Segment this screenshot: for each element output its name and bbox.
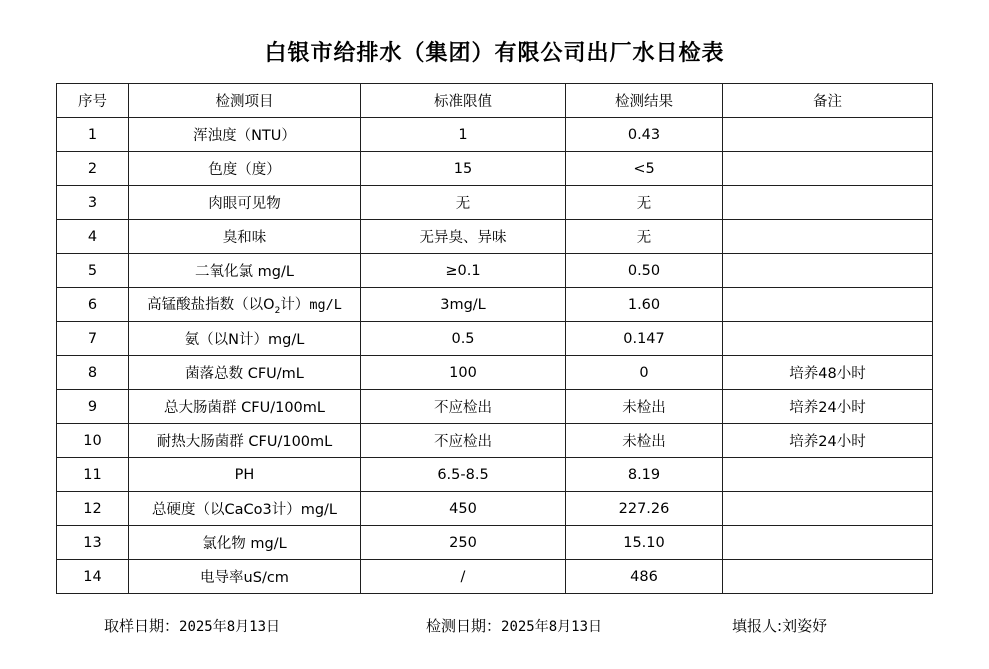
cell-result: 486 xyxy=(566,560,723,594)
cell-result: 无 xyxy=(566,186,723,220)
cell-item: 电导率uS/cm xyxy=(129,560,361,594)
table-row xyxy=(57,458,933,492)
filler-person xyxy=(696,615,932,636)
cell-note xyxy=(723,254,933,288)
test-date-label: 检测日期： xyxy=(426,617,502,635)
water-quality-table xyxy=(56,83,933,594)
cell-limit: 250 xyxy=(361,526,566,560)
cell-no: 11 xyxy=(57,458,129,492)
sample-date-value: 2025年8月13日 xyxy=(179,619,281,635)
table-row xyxy=(57,356,933,390)
cell-item: 氨（以N计）mg/L xyxy=(129,322,361,356)
cell-result: 8.19 xyxy=(566,458,723,492)
cell-note xyxy=(723,322,933,356)
cell-item: PH xyxy=(129,458,361,492)
cell-item: 肉眼可见物 xyxy=(129,186,361,220)
column-header-item: 检测项目 xyxy=(129,84,361,118)
cell-result: 0.43 xyxy=(566,118,723,152)
table-header-row xyxy=(57,84,933,118)
cell-no: 14 xyxy=(57,560,129,594)
cell-limit: 100 xyxy=(361,356,566,390)
cell-limit: 不应检出 xyxy=(361,390,566,424)
cell-result: 227.26 xyxy=(566,492,723,526)
cell-item: 臭和味 xyxy=(129,220,361,254)
sample-date-label: 取样日期： xyxy=(104,617,180,635)
cell-no: 5 xyxy=(57,254,129,288)
column-header-no: 序号 xyxy=(57,84,129,118)
cell-note xyxy=(723,288,933,322)
table-row xyxy=(57,152,933,186)
cell-note xyxy=(723,526,933,560)
cell-result: 未检出 xyxy=(566,424,723,458)
cell-no: 7 xyxy=(57,322,129,356)
cell-note xyxy=(723,492,933,526)
cell-result: <5 xyxy=(566,152,723,186)
cell-no: 8 xyxy=(57,356,129,390)
test-date xyxy=(396,615,696,636)
cell-no: 10 xyxy=(57,424,129,458)
cell-item: 浑浊度（NTU） xyxy=(129,118,361,152)
cell-no: 12 xyxy=(57,492,129,526)
table-row xyxy=(57,322,933,356)
column-header-limit: 标准限值 xyxy=(361,84,566,118)
cell-result: 15.10 xyxy=(566,526,723,560)
cell-result: 未检出 xyxy=(566,390,723,424)
cell-note xyxy=(723,458,933,492)
cell-note xyxy=(723,118,933,152)
cell-no: 4 xyxy=(57,220,129,254)
cell-result: 0.50 xyxy=(566,254,723,288)
cell-result: 无 xyxy=(566,220,723,254)
cell-no: 9 xyxy=(57,390,129,424)
cell-no: 6 xyxy=(57,288,129,322)
table-row xyxy=(57,492,933,526)
table-row xyxy=(57,390,933,424)
cell-no: 3 xyxy=(57,186,129,220)
column-header-result: 检测结果 xyxy=(566,84,723,118)
table-row xyxy=(57,424,933,458)
cell-note xyxy=(723,186,933,220)
page-title: 白银市给排水（集团）有限公司出厂水日检表 xyxy=(264,41,725,66)
cell-limit: 无 xyxy=(361,186,566,220)
cell-limit: 6.5-8.5 xyxy=(361,458,566,492)
table-row xyxy=(57,254,933,288)
cell-limit: 3mg/L xyxy=(361,288,566,322)
cell-result: 0.147 xyxy=(566,322,723,356)
cell-result: 1.60 xyxy=(566,288,723,322)
cell-item: 菌落总数 CFU/mL xyxy=(129,356,361,390)
report-footer xyxy=(56,615,932,636)
cell-note xyxy=(723,220,933,254)
cell-limit: / xyxy=(361,560,566,594)
cell-item: 总硬度（以CaCo3计）mg/L xyxy=(129,492,361,526)
cell-limit: 15 xyxy=(361,152,566,186)
cell-item: 总大肠菌群 CFU/100mL xyxy=(129,390,361,424)
table-row xyxy=(57,220,933,254)
cell-note: 培养24小时 xyxy=(723,424,933,458)
cell-note xyxy=(723,560,933,594)
cell-limit: 450 xyxy=(361,492,566,526)
table-row xyxy=(57,526,933,560)
column-header-note: 备注 xyxy=(723,84,933,118)
cell-item: 二氧化氯 mg/L xyxy=(129,254,361,288)
table-row xyxy=(57,118,933,152)
filler-value: 刘姿妤 xyxy=(782,617,828,635)
cell-no: 13 xyxy=(57,526,129,560)
sample-date xyxy=(56,615,396,636)
cell-note: 培养24小时 xyxy=(723,390,933,424)
table-row xyxy=(57,560,933,594)
cell-item: 色度（度） xyxy=(129,152,361,186)
test-date-value: 2025年8月13日 xyxy=(501,619,603,635)
cell-limit: 1 xyxy=(361,118,566,152)
cell-limit: 无异臭、异味 xyxy=(361,220,566,254)
cell-note: 培养48小时 xyxy=(723,356,933,390)
cell-item: 耐热大肠菌群 CFU/100mL xyxy=(129,424,361,458)
cell-item: 氯化物 mg/L xyxy=(129,526,361,560)
cell-limit: ≥0.1 xyxy=(361,254,566,288)
cell-limit: 不应检出 xyxy=(361,424,566,458)
cell-no: 2 xyxy=(57,152,129,186)
cell-note xyxy=(723,152,933,186)
cell-result: 0 xyxy=(566,356,723,390)
cell-no: 1 xyxy=(57,118,129,152)
table-row xyxy=(57,288,933,322)
filler-label: 填报人: xyxy=(732,617,783,635)
cell-limit: 0.5 xyxy=(361,322,566,356)
table-row xyxy=(57,186,933,220)
cell-item: 高锰酸盐指数（以$O_2$计）mg/L xyxy=(129,288,361,322)
